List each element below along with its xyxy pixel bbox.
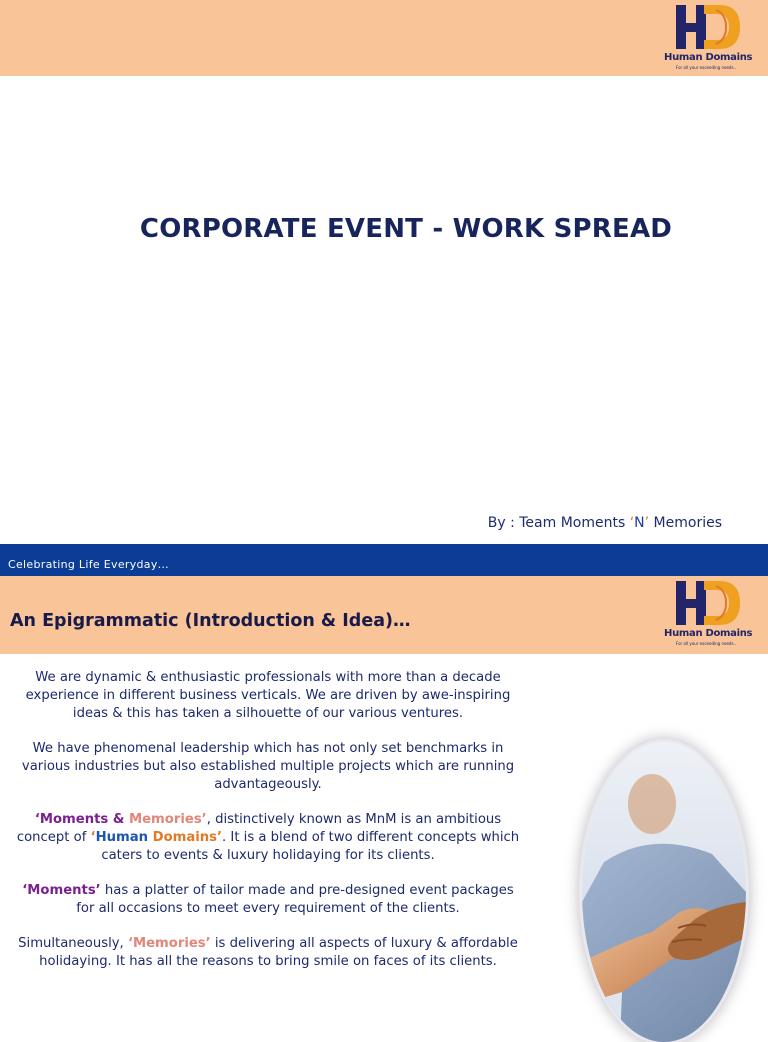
footer-tagline: Celebrating Life Everyday… <box>8 558 169 571</box>
paragraph-4-text: has a platter of tailor made and pre-designed event packages for all occasions to meet every requirement of the clients. <box>76 883 514 916</box>
paragraph-1: We are dynamic & enthusiastic professionals with more than a decade experience in different business verticals. We are driven by awe-inspiring ideas & this has taken a silhouette of our various ventures. <box>25 670 511 721</box>
memories-word: Memories’ <box>128 812 207 827</box>
paragraph-5-lead: Simultaneously, <box>18 936 128 951</box>
logo-name: Human Domains <box>664 628 753 639</box>
human-domains-logo <box>664 578 753 654</box>
ampersand: & <box>108 812 129 827</box>
memories-word: ‘Memories’ <box>127 936 211 951</box>
logo-tagline: For all your exceeding needs.. <box>675 641 737 646</box>
intro-body <box>14 669 522 988</box>
hd-logo-icon <box>664 578 748 630</box>
byline-quote-open: ‘ <box>629 515 635 531</box>
slide-title: An Epigrammatic (Introduction & Idea)… <box>10 611 411 631</box>
paragraph-3-text-1: , distinctively known as MnM is an ambitious concept of <box>16 812 502 845</box>
byline <box>488 515 722 531</box>
byline-n: N <box>634 515 645 531</box>
human-word: Human <box>95 830 149 845</box>
byline-prefix: By : Team Moments <box>487 515 630 531</box>
domains-word: Domains’ <box>148 830 223 845</box>
logo-name: Human Domains <box>664 52 753 63</box>
slide-title: CORPORATE EVENT - WORK SPREAD <box>139 214 673 244</box>
paragraph-3-text-2: . It is a blend of two different concepts which caters to events & luxury holidaying for its clients. <box>101 830 520 863</box>
paragraph-2: We have phenomenal leadership which has not only set benchmarks in various industries but also established multiple projects which are running advantageously. <box>21 741 515 792</box>
handshake-photo <box>582 742 746 1042</box>
paragraph-5-text: is delivering all aspects of luxury & affordable holidaying. It has all the reasons to bring smile on faces of its clients. <box>39 936 518 969</box>
hd-logo-icon <box>664 2 748 54</box>
moments-word: ‘Moments’ <box>22 883 101 898</box>
paragraph-5 <box>14 935 522 971</box>
logo-tagline: For all your exceeding needs.. <box>675 65 737 70</box>
quote-open: ‘ <box>34 812 40 827</box>
handshake-image-icon <box>582 742 746 1042</box>
human-domains-logo <box>664 2 753 78</box>
moments-word: Moments <box>39 812 109 827</box>
header-band <box>0 0 768 76</box>
paragraph-4 <box>14 882 522 918</box>
paragraph-3 <box>14 811 522 865</box>
byline-quote-close: ’ <box>644 515 650 531</box>
byline-suffix: Memories <box>649 515 722 531</box>
quote-open-2: ‘ <box>90 830 96 845</box>
